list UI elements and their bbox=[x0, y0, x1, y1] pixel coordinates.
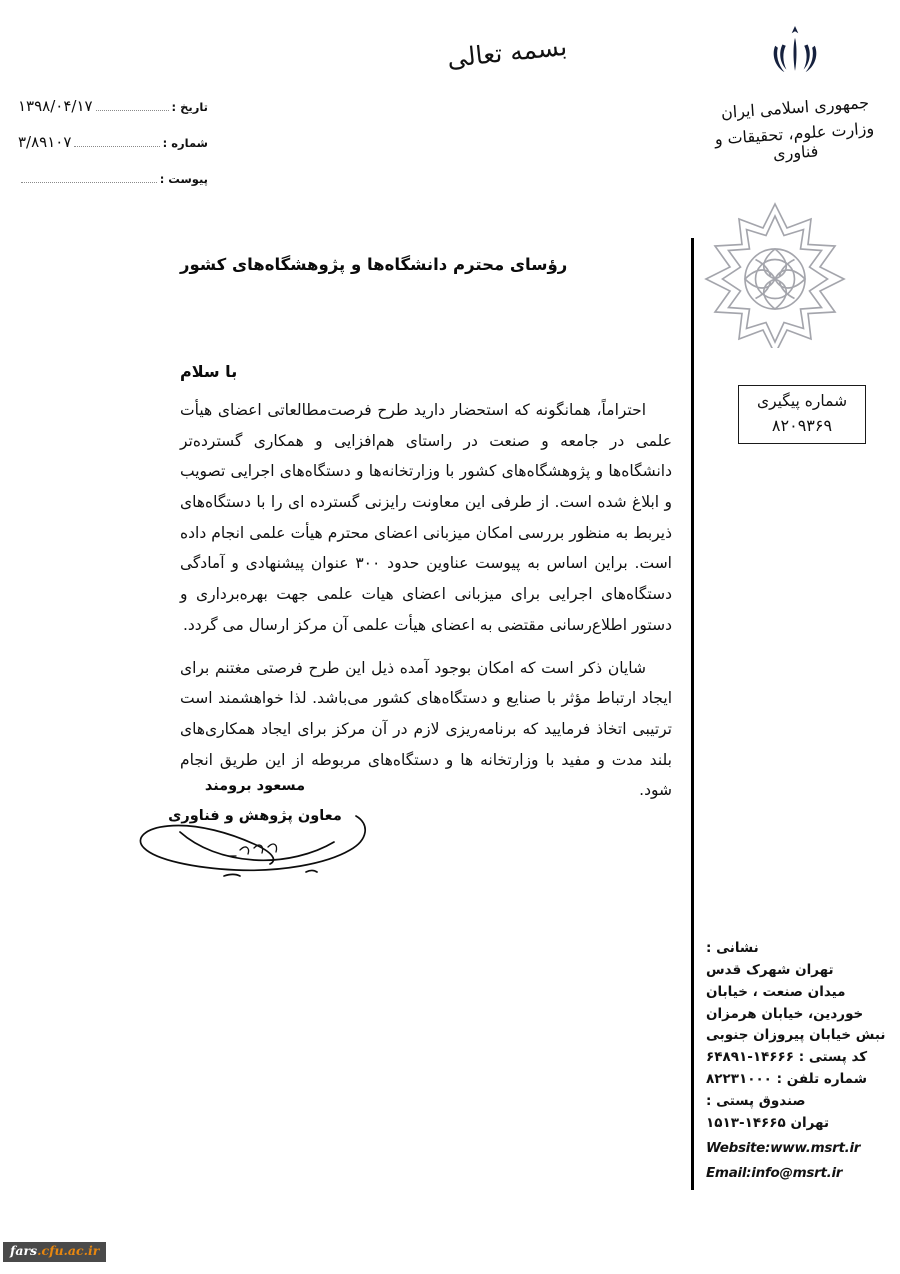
letter-body bbox=[180, 255, 672, 818]
signatory-name: مسعود برومند bbox=[204, 778, 306, 794]
attachment-rule bbox=[21, 181, 157, 183]
letter-meta-block bbox=[18, 86, 208, 194]
handwritten-signature-icon bbox=[120, 790, 390, 886]
postal-code-line: کد پستی : ۱۴۶۶۶-۶۴۸۹۱ bbox=[706, 1049, 868, 1066]
source-watermark bbox=[3, 1242, 106, 1262]
body-paragraph-1: احتراماً، همانگونه که استحضار دارید طرح فرصت‌مطالعاتی اعضای هیأت علمی در جامعه و صنعت در راستای هم‌افزایی و همکاری گسترده‌تر دانشگاه‌ها و پژوهشگاه‌های کشور با وزارتخانه‌ها و دستگاه‌های اجرایی تصویب و ابلاغ شده است. از طرفی این معاونت رایزنی گسترده ای را با دستگاه‌های ذیربط به منظور بررسی امکان میزبانی اعضای محترم هیأت علمی انجام داده است. براین اساس به پیوست عناوین حدود ۳۰۰ عنوان پیشنهادی و آمادگی دستگاه‌های اجرایی برای میزبانی اعضای هیات علمی جهت بهره‌برداری و دستور اطلاع‌رسانی مقتضی به اعضای هیأت علمی آن مرکز ارسال می گردد. bbox=[180, 401, 672, 634]
meta-row-number bbox=[18, 122, 208, 152]
tracking-number-box bbox=[738, 385, 866, 444]
email-line[interactable]: Email:info@msrt.ir bbox=[706, 1164, 843, 1181]
date-value: ۱۳۹۸/۰۴/۱۷ bbox=[18, 97, 93, 115]
shamseh-ornament-icon bbox=[700, 198, 850, 348]
watermark-part-2: .cfu.ac.ir bbox=[37, 1243, 100, 1258]
addressee-line: رؤسای محترم دانشگاه‌ها و پژوهشگاه‌های کشور bbox=[180, 255, 568, 274]
organization-line-1: جمهوری اسلامی ایران bbox=[720, 92, 870, 123]
besmeh-taali-heading: بسمه تعالی bbox=[445, 31, 569, 74]
number-rule bbox=[74, 145, 159, 147]
number-label: شماره : bbox=[162, 136, 208, 150]
letterhead-emblem-block bbox=[700, 22, 890, 162]
date-rule bbox=[96, 109, 169, 111]
number-value: ۳/۸۹۱۰۷ bbox=[18, 133, 72, 151]
date-label: تاریخ : bbox=[171, 100, 208, 114]
watermark-part-1: fars bbox=[10, 1243, 38, 1258]
iran-emblem-icon bbox=[762, 22, 828, 88]
body-paragraph-2: شایان ذکر است که امکان بوجود آمده ذیل این طرح فرصتی مغتنم برای ایجاد ارتباط مؤثر با صنایع و دستگاه‌های کشور می‌باشد. لذا خواهشمند است ترتیبی اتخاذ فرمایید که برنامه‌ریزی لازم در آن مرکز برای ایجاد همکاری‌های بلند مدت و مفید با وزارتخانه ها و دستگاه‌های مربوطه از این طریق انجام شود. bbox=[180, 658, 672, 800]
address-line-1: تهران شهرک قدس bbox=[706, 961, 834, 978]
address-label: نشانی : bbox=[706, 940, 759, 956]
tracking-number-value: ۸۲۰۹۳۶۹ bbox=[771, 416, 833, 436]
organization-line-2: وزارت علوم، تحقیقات و فناوری bbox=[714, 118, 875, 164]
vertical-divider-rule bbox=[691, 238, 694, 1190]
footer-contact-block bbox=[706, 938, 886, 1184]
tracking-number-label: شماره پیگیری bbox=[756, 392, 848, 410]
website-line[interactable]: Website:www.msrt.ir bbox=[706, 1139, 861, 1156]
po-box-value: تهران ۱۴۶۶۵-۱۵۱۳ bbox=[706, 1114, 830, 1131]
meta-row-date bbox=[18, 86, 208, 116]
address-line-2: میدان صنعت ، خیابان bbox=[706, 983, 846, 1000]
address-line-4: نبش خیابان پیروزان جنوبی bbox=[706, 1027, 886, 1044]
phone-number-line: شماره تلفن : ۸۲۲۳۱۰۰۰ bbox=[706, 1071, 868, 1088]
signatory-title: معاون پژوهش و فناوری bbox=[168, 808, 342, 824]
attachment-label: پیوست : bbox=[159, 172, 208, 186]
po-box-label: صندوق پستی : bbox=[706, 1093, 806, 1110]
meta-row-attachment bbox=[18, 158, 208, 188]
signature-block bbox=[120, 778, 390, 824]
salutation-line: با سلام bbox=[180, 362, 238, 381]
address-line-3: خوردین، خیابان هرمزان bbox=[706, 1005, 864, 1022]
